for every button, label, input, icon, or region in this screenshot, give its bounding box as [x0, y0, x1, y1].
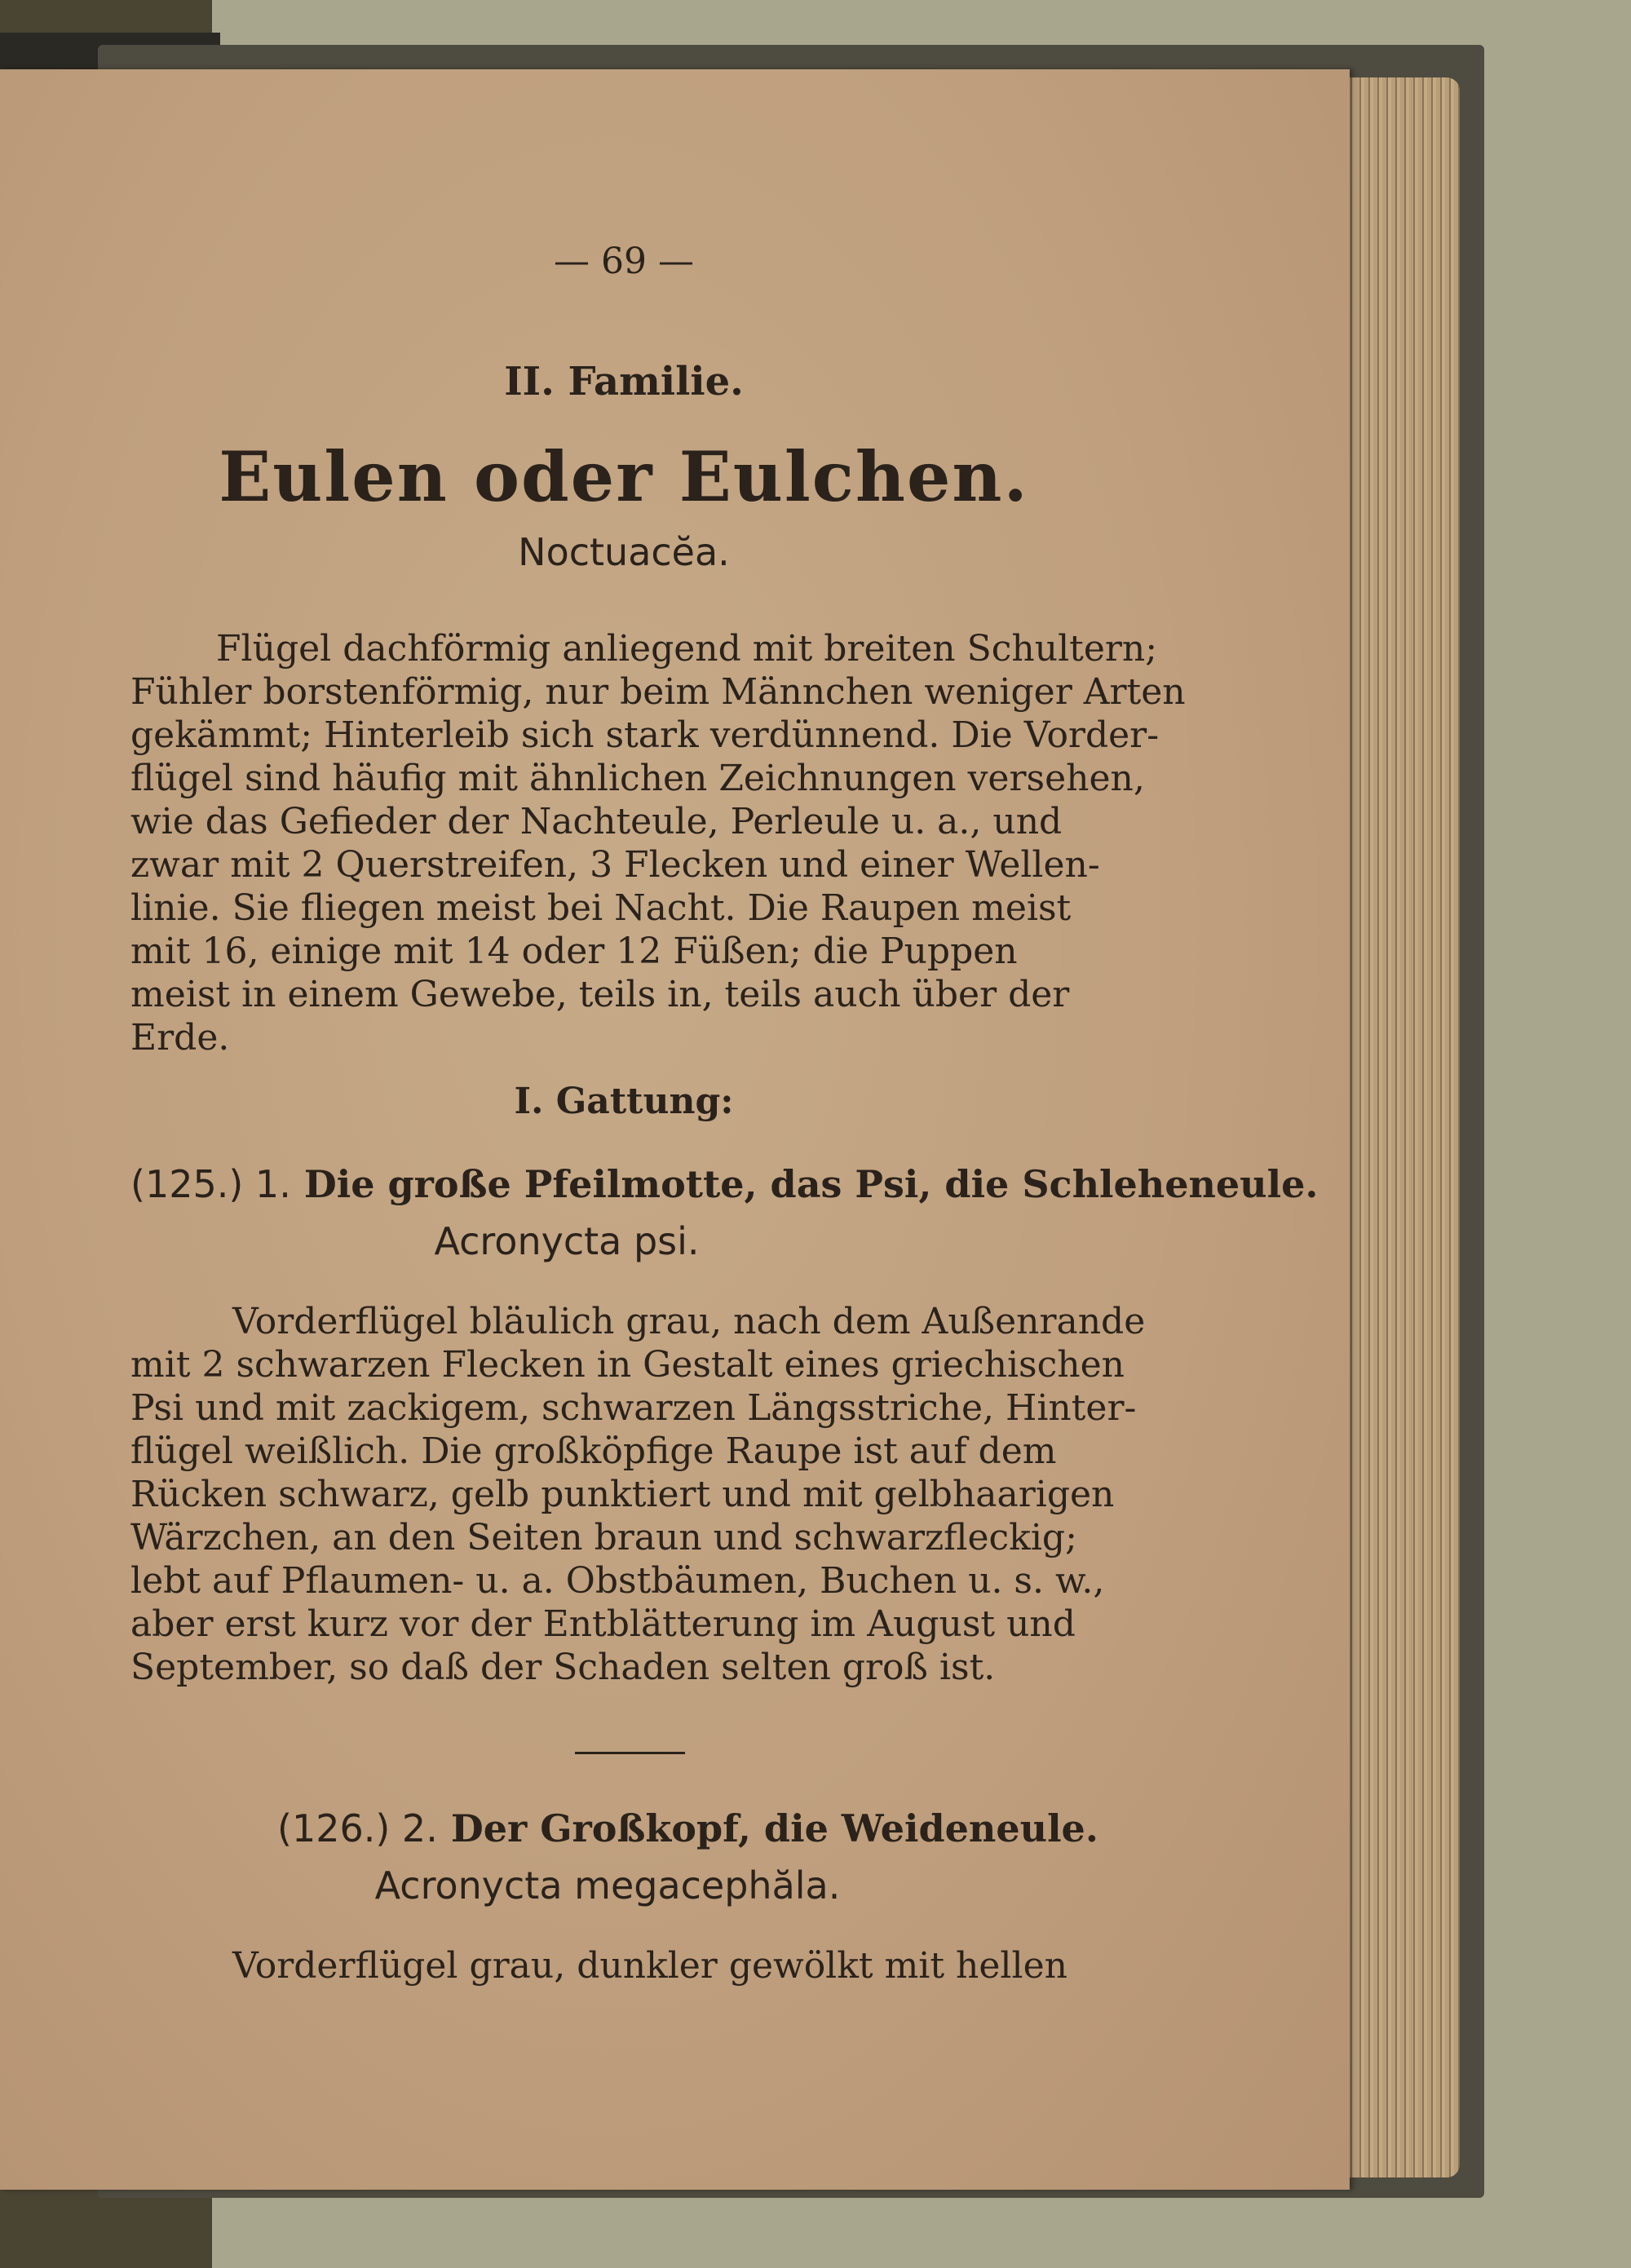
intro-line: zwar mit 2 Querstreifen, 3 Flecken und einer Wellen-: [130, 844, 1100, 886]
species-125-name: Die große Pfeilmotte, das Psi, die Schleheneule.: [303, 1162, 1319, 1206]
species-125-heading: [130, 1162, 1318, 1206]
intro-line: flügel sind häufig mit ähnlichen Zeichnungen versehen,: [130, 758, 1145, 799]
species-125-line: Rücken schwarz, gelb punktiert und mit gelbhaarigen: [130, 1474, 1115, 1515]
book-page: [0, 69, 1350, 2190]
latin-title: Noctuacĕa.: [518, 530, 730, 574]
species-125-line: lebt auf Pflaumen- u. a. Obstbäumen, Buchen u. s. w.,: [130, 1560, 1105, 1602]
species-125-line: flügel weißlich. Die großköpfige Raupe ist auf dem: [130, 1430, 1057, 1472]
species-125-number: (125.) 1.: [130, 1162, 291, 1206]
species-125-latin: Acronycta psi.: [434, 1219, 700, 1263]
species-126-line: Vorderflügel grau, dunkler gewölkt mit hellen: [232, 1945, 1067, 1987]
main-title: Eulen oder Eulchen.: [219, 436, 1029, 517]
species-125-line: Psi und mit zackigem, schwarzen Längsstriche, Hinter-: [130, 1387, 1137, 1429]
species-126-name: Der Großkopf, die Weideneule.: [450, 1806, 1098, 1850]
intro-line: wie das Gefieder der Nachteule, Perleule u. a., und: [130, 801, 1063, 842]
species-125-line: Vorderflügel bläulich grau, nach dem Außenrande: [232, 1301, 1146, 1342]
intro-line: Erde.: [130, 1017, 230, 1059]
species-126-heading: [277, 1806, 1098, 1850]
species-126-latin: Acronycta megacephăla.: [374, 1863, 841, 1908]
family-heading: II. Familie.: [504, 359, 744, 405]
intro-line: gekämmt; Hinterleib sich stark verdünnend. Die Vorder-: [130, 714, 1160, 756]
genus-heading: I. Gattung:: [514, 1081, 734, 1122]
species-126-number: (126.) 2.: [277, 1806, 438, 1850]
species-125-line: mit 2 schwarzen Flecken in Gestalt eines griechischen: [130, 1344, 1125, 1386]
intro-line: mit 16, einige mit 14 oder 12 Füßen; die Puppen: [130, 931, 1018, 972]
page-number: — 69 —: [554, 241, 694, 282]
intro-line: Flügel dachförmig anliegend mit breiten Schultern;: [216, 628, 1158, 670]
page-stack-edge: [1337, 77, 1460, 2177]
section-divider: [575, 1752, 685, 1754]
species-125-line: aber erst kurz vor der Entblätterung im August und: [130, 1603, 1076, 1645]
intro-line: linie. Sie fliegen meist bei Nacht. Die Raupen meist: [130, 887, 1072, 929]
intro-line: meist in einem Gewebe, teils in, teils auch über der: [130, 974, 1070, 1015]
species-125-line: Wärzchen, an den Seiten braun und schwarzfleckig;: [130, 1517, 1077, 1558]
species-125-line: September, so daß der Schaden selten groß ist.: [130, 1647, 996, 1688]
intro-line: Fühler borstenförmig, nur beim Männchen weniger Arten: [130, 671, 1186, 713]
